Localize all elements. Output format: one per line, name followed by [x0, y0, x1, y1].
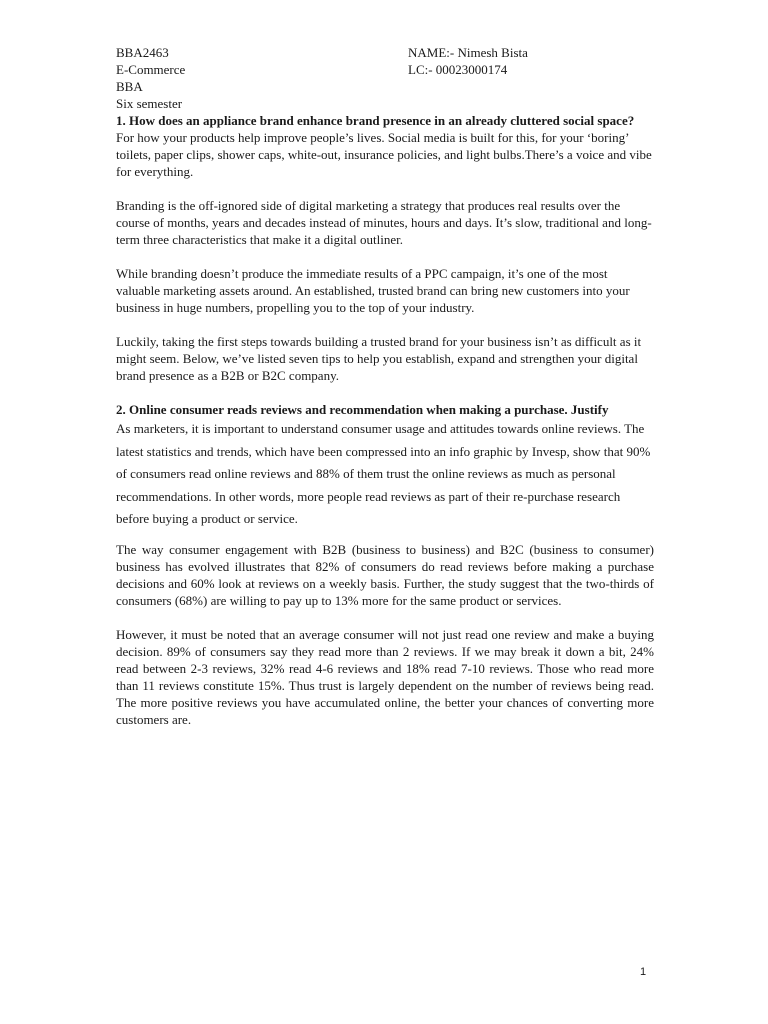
lc-number: LC:- 00023000174: [408, 62, 508, 77]
q2-paragraph: As marketers, it is important to understand consumer usage and attitudes towards online reviews. The latest statistics and trends, which have been compressed into an info graphic by Invesp, show that 90% of consumers read online reviews and 88% of them trust the online reviews as much as personal recommendations. In other words, more people read reviews as part of their re-purchase research before buying a product or service.: [116, 421, 651, 526]
student-name: NAME:- Nimesh Bista: [408, 45, 528, 60]
course-code: BBA2463: [116, 45, 169, 60]
header-row-2: [116, 61, 656, 78]
course-name: E-Commerce: [116, 62, 186, 77]
document-body: [116, 112, 654, 728]
semester: Six semester: [116, 96, 183, 111]
header-row-1: [116, 44, 656, 61]
document-header: [116, 44, 656, 112]
page-number: 1: [640, 966, 647, 978]
question-2-heading: 2. Online consumer reads reviews and recommendation when making a purchase. Justify: [116, 402, 609, 417]
question-1-heading: 1. How does an appliance brand enhance brand presence in an already cluttered social space?: [116, 113, 635, 128]
q1-paragraph: Branding is the off-ignored side of digital marketing a strategy that produces real results over the course of months, years and decades instead of minutes, hours and days. It’s slow, traditional and long-term three characteristics that make it a digital outliner.: [116, 198, 652, 247]
program: BBA: [116, 79, 143, 94]
q2-paragraph: However, it must be noted that an average consumer will not just read one review and make a buying decision. 89% of consumers say they read more than 2 reviews. If we may break it down a bit, 24% read between 2-3 reviews, 32% read 4-6 reviews and 18% read 7-10 reviews. Those who read more than 11 reviews constitute 15%. Thus trust is largely dependent on the number of reviews being read. The more positive reviews you have accumulated online, the better your chances of converting more customers are.: [116, 626, 654, 727]
q1-paragraph: While branding doesn’t produce the immediate results of a PPC campaign, it’s one of the most valuable marketing assets around. An established, trusted brand can bring new customers into your business in huge numbers, propelling you to the top of your industry.: [116, 266, 630, 315]
q1-paragraph: For how your products help improve people’s lives. Social media is built for this, for your ‘boring’ toilets, paper clips, shower caps, white-out, insurance policies, and light bulbs.There’s a voice and vibe for everything.: [116, 130, 652, 179]
q2-paragraph: The way consumer engagement with B2B (business to business) and B2C (business to consumer) business has evolved illustrates that 82% of consumers do read reviews before making a purchase decisions and 60% look at reviews on a weekly basis. Further, the study suggest that the two-thirds of consumers (68%) are willing to pay up to 13% more for the same product or services.: [116, 541, 654, 608]
q1-paragraph: Luckily, taking the first steps towards building a trusted brand for your business isn’t as difficult as it might seem. Below, we’ve listed seven tips to help you establish, expand and strengthen your digital brand presence as a B2B or B2C company.: [116, 334, 642, 383]
